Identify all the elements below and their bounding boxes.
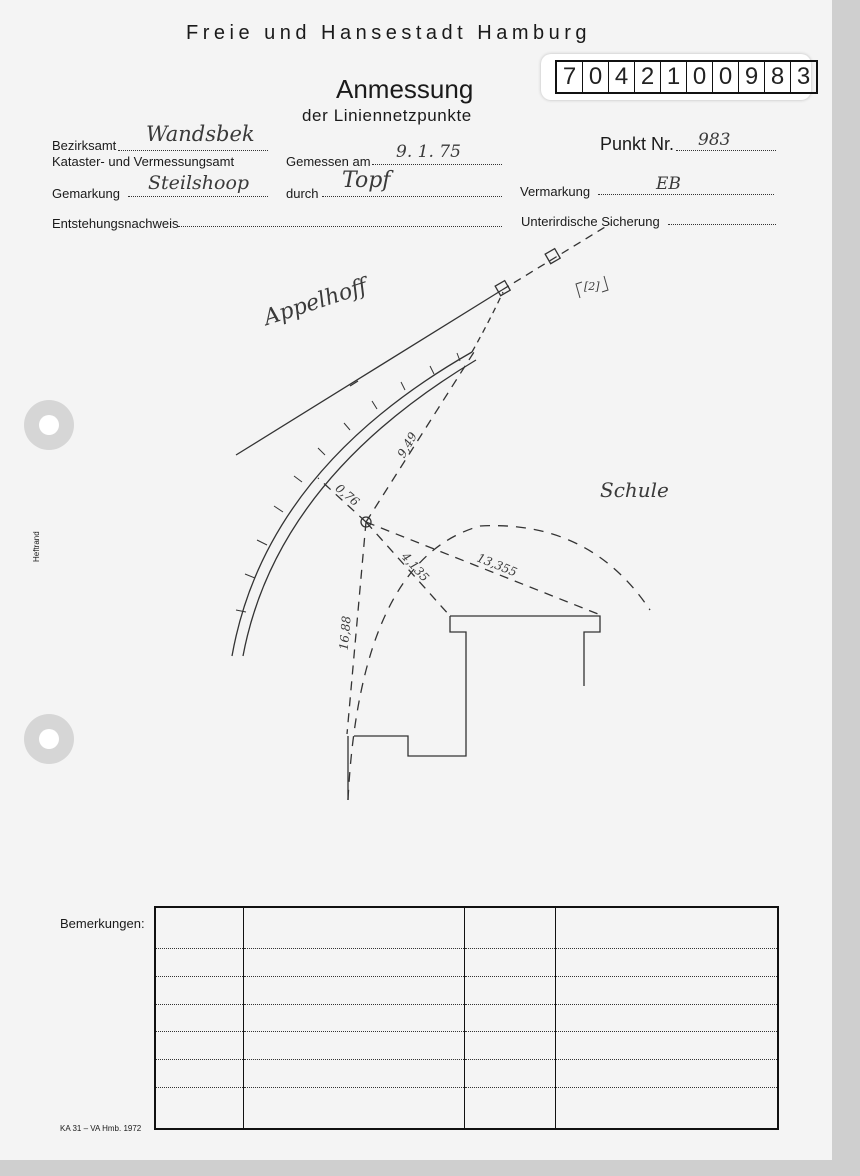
form-subtitle: der Liniennetzpunkte xyxy=(302,106,472,125)
remarks-cell[interactable] xyxy=(555,949,778,977)
remarks-cell[interactable] xyxy=(555,1032,778,1060)
remarks-cell[interactable] xyxy=(465,1087,555,1129)
remarks-cell[interactable] xyxy=(155,976,244,1004)
remarks-row xyxy=(155,1060,778,1088)
gemessen-label: Gemessen am xyxy=(286,154,371,169)
durch-label: durch xyxy=(286,186,319,201)
gemarkung-label: Gemarkung xyxy=(52,186,120,201)
point-id-digit: 2 xyxy=(635,62,661,92)
remarks-cell[interactable] xyxy=(244,949,465,977)
form-title: Anmessung xyxy=(336,74,474,104)
gemarkung-value: Steilshoop xyxy=(148,172,250,194)
remarks-cell[interactable] xyxy=(155,1060,244,1088)
remarks-row xyxy=(155,1032,778,1060)
point-id-digit: 9 xyxy=(739,62,765,92)
remarks-cell[interactable] xyxy=(244,976,465,1004)
point-id-digit: 0 xyxy=(583,62,609,92)
point-id-digit: 3 xyxy=(796,63,811,90)
remarks-cell[interactable] xyxy=(155,1004,244,1032)
remarks-cell[interactable] xyxy=(465,949,555,977)
remarks-cell[interactable] xyxy=(244,1060,465,1088)
marker-box-2 xyxy=(545,249,560,264)
point-id-digit: 8 xyxy=(765,62,791,92)
measure-16-88: 16,88 xyxy=(336,615,354,651)
measure-13-355: 13,355 xyxy=(474,550,520,580)
measure-9-49: 9,49 xyxy=(394,429,421,461)
bezirksamt-value: Wandsbek xyxy=(146,122,255,146)
unterirdisch-label: Unterirdische Sicherung xyxy=(521,214,660,229)
remarks-cell[interactable] xyxy=(155,907,244,949)
bracket-label: [2] xyxy=(584,280,600,293)
measure-0-76: 0,76 xyxy=(332,481,363,509)
remarks-cell[interactable] xyxy=(244,1087,465,1129)
remarks-cell[interactable] xyxy=(155,1087,244,1129)
vermarkung-label: Vermarkung xyxy=(520,184,591,199)
point-id-digit: 0 xyxy=(713,62,739,92)
measure-line-13-355 xyxy=(366,522,598,614)
durch-value: Topf xyxy=(342,168,391,193)
remarks-cell[interactable] xyxy=(465,976,555,1004)
remarks-cell[interactable] xyxy=(555,1004,778,1032)
vermarkung-value: EB xyxy=(656,174,681,194)
remarks-row xyxy=(155,949,778,977)
remarks-cell[interactable] xyxy=(465,1032,555,1060)
bezirksamt-label: Bezirksamt xyxy=(52,138,117,153)
remarks-cell[interactable] xyxy=(555,1060,778,1088)
remarks-label: Bemerkungen: xyxy=(60,916,145,931)
remarks-cell[interactable] xyxy=(244,907,465,949)
remarks-cell[interactable] xyxy=(555,1087,778,1129)
remarks-row xyxy=(155,1087,778,1129)
remarks-cell[interactable] xyxy=(465,907,555,949)
header-state-title: Freie und Hansestadt Hamburg xyxy=(186,22,592,44)
remarks-cell[interactable] xyxy=(244,1032,465,1060)
remarks-cell[interactable] xyxy=(555,976,778,1004)
building-body xyxy=(354,616,466,756)
entstehung-label: Entstehungsnachweis xyxy=(52,216,179,231)
building-top xyxy=(450,616,600,686)
heftrand-label: Heftrand xyxy=(32,531,41,562)
remarks-cell[interactable] xyxy=(155,1032,244,1060)
point-id-digit: 1 xyxy=(661,62,687,92)
remarks-row xyxy=(155,976,778,1004)
remarks-cell[interactable] xyxy=(244,1004,465,1032)
punkt-value: 983 xyxy=(698,130,731,150)
point-id-digit: 0 xyxy=(687,62,713,92)
remarks-row xyxy=(155,907,778,949)
kataster-label: Kataster- und Vermessungsamt xyxy=(52,154,235,169)
curved-kerb-inner xyxy=(243,360,476,656)
school-label: Schule xyxy=(600,478,669,502)
measurement-lines xyxy=(318,352,598,734)
punkt-label: Punkt Nr. xyxy=(600,134,675,154)
remarks-cell[interactable] xyxy=(155,949,244,977)
point-id-digit: 4 xyxy=(609,62,635,92)
form-footer-code: KA 31 – VA Hmb. 1972 xyxy=(60,1124,142,1133)
remarks-table xyxy=(154,906,779,1130)
remarks-cell[interactable] xyxy=(555,907,778,949)
punch-hole-top xyxy=(24,400,74,450)
point-id-digit: 7 xyxy=(557,62,583,92)
remarks-cell[interactable] xyxy=(465,1004,555,1032)
gemessen-value: 9. 1. 75 xyxy=(396,142,461,162)
remarks-row xyxy=(155,1004,778,1032)
remarks-cell[interactable] xyxy=(465,1060,555,1088)
punch-hole-bottom xyxy=(24,714,74,764)
kerb-link xyxy=(472,292,503,352)
street-name-label: Appelhoff xyxy=(260,274,371,331)
measure-4-135: 4,135 xyxy=(398,549,432,585)
